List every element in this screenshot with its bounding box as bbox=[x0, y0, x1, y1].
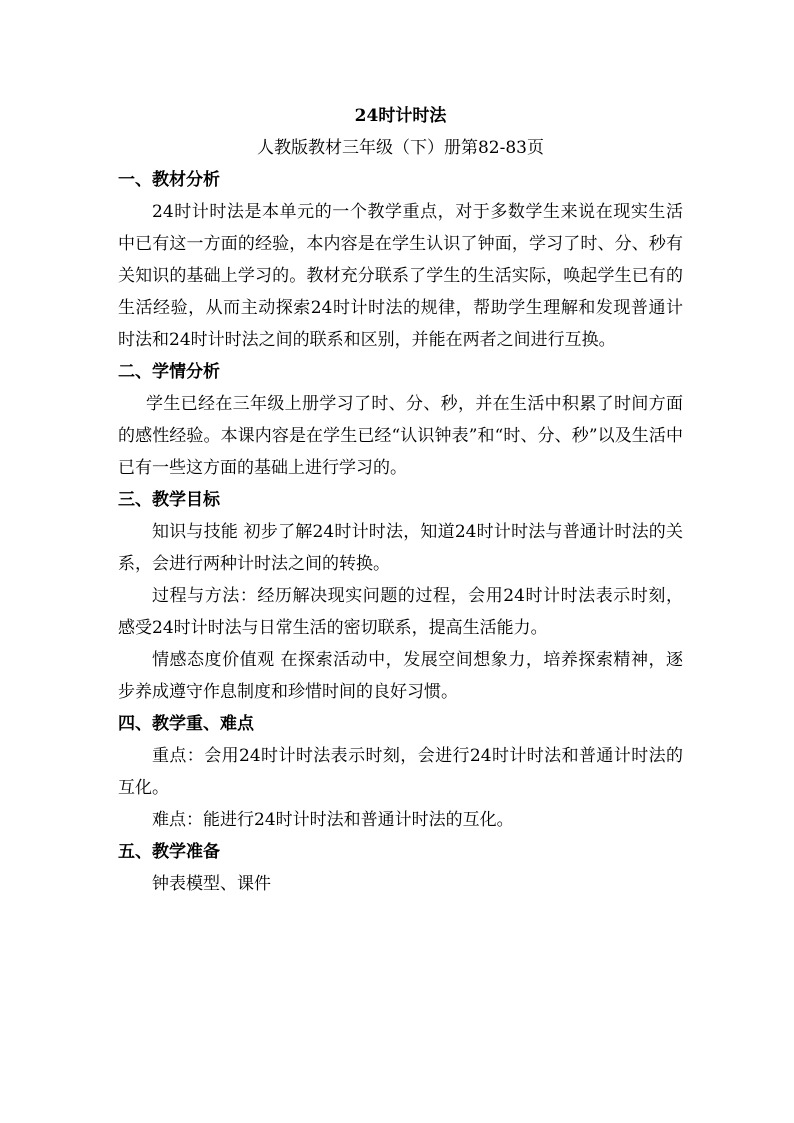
section-heading: 四、教学重、难点 bbox=[118, 714, 254, 734]
section-paragraph: 24时计时法是本单元的一个教学重点，对于多数学生来说在现实生活中已有这一方面的经验，本内容是在学生认识了钟面，学习了时、分、秒有关知识的基础上学习的。教材充分联系了学生的生活实际，唤起学生已有的生活经验，从而主动探索24时计时法的规律，帮助学生理解和发现普通计时法和24时计时法之间的联系和区别，并能在两者之间进行互换。 bbox=[118, 202, 683, 350]
section-paragraph: 知识与技能 初步了解24时计时法，知道24时计时法与普通计时法的关系，会进行两种计时法之间的转换。 bbox=[118, 522, 683, 574]
section-heading: 五、教学准备 bbox=[118, 842, 220, 862]
section-paragraph: 钟表模型、课件 bbox=[152, 874, 271, 894]
section-paragraph: 过程与方法：经历解决现实问题的过程，会用24时计时法表示时刻，感受24时计时法与日常生活的密切联系，提高生活能力。 bbox=[118, 586, 683, 638]
document-title: 24时计时法 bbox=[354, 106, 447, 126]
section-heading: 三、教学目标 bbox=[118, 490, 220, 510]
section-paragraph: 重点：会用24时计时法表示时刻，会进行24时计时法和普通计时法的互化。 bbox=[118, 746, 683, 798]
section-paragraph: 学生已经在三年级上册学习了时、分、秒，并在生活中积累了时间方面的感性经验。本课内容是在学生已经“认识钟表”和“时、分、秒”以及生活中已有一些这方面的基础上进行学习的。 bbox=[118, 394, 683, 478]
section-textbook-analysis bbox=[118, 164, 683, 356]
document-page bbox=[118, 100, 683, 900]
document-subtitle: 人教版教材三年级（下）册第82-83页 bbox=[256, 138, 544, 158]
section-paragraph: 难点：能进行24时计时法和普通计时法的互化。 bbox=[152, 810, 514, 830]
section-key-points bbox=[118, 708, 683, 836]
section-paragraph: 情感态度价值观 在探索活动中，发展空间想象力，培养探索精神，逐步养成遵守作息制度和珍惜时间的良好习惯。 bbox=[118, 650, 683, 702]
section-heading: 二、学情分析 bbox=[118, 362, 220, 382]
section-teaching-goals bbox=[118, 484, 683, 708]
section-heading: 一、教材分析 bbox=[118, 170, 220, 190]
section-student-analysis bbox=[118, 356, 683, 484]
section-preparation bbox=[118, 836, 683, 900]
